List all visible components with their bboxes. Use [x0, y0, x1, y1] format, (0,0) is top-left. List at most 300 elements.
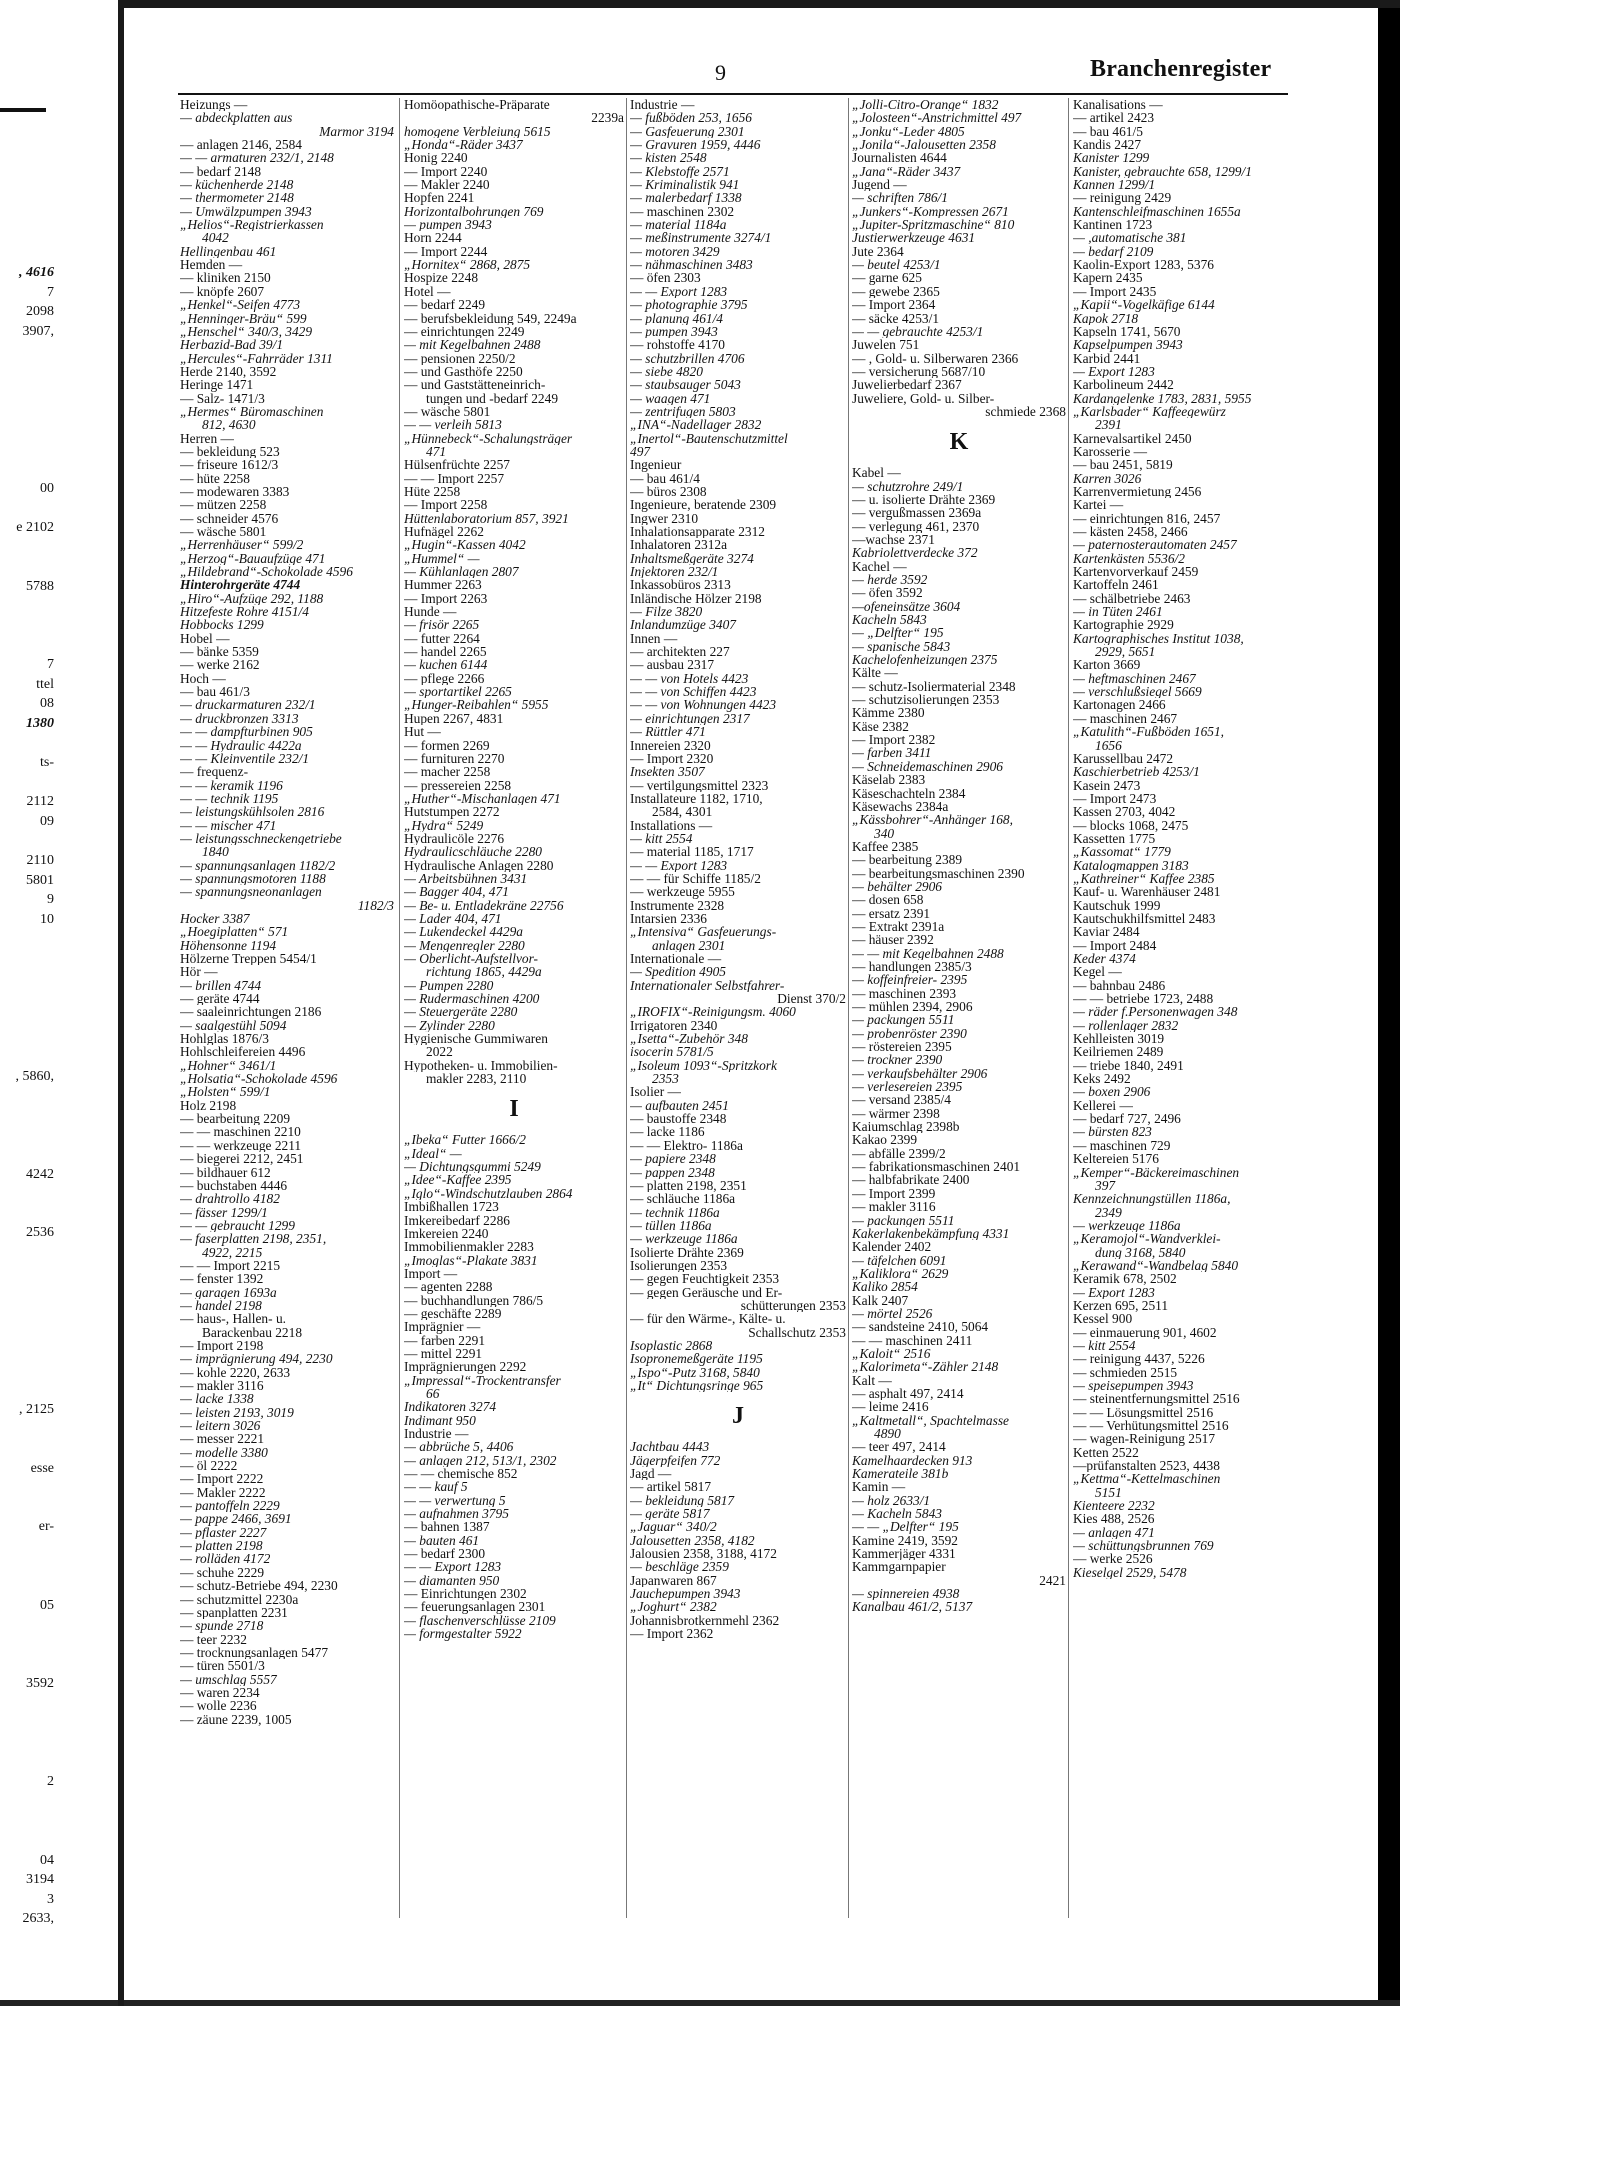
index-entry: — schuhe 2229: [180, 1565, 265, 1580]
index-entry: — hüte 2258: [180, 471, 250, 485]
index-entry: „Henninger-Bräu“ 599: [180, 311, 307, 325]
index-entry: — einrichtungen 2249: [404, 324, 525, 339]
index-entry: — farben 2291: [404, 1333, 486, 1347]
index-entry: — staubsauger 5043: [630, 378, 741, 392]
index-entry: Kautschuk 1999: [1073, 898, 1161, 912]
index-entry: Barackenbau 2218: [202, 1325, 303, 1339]
index-entry: — sandsteine 2410, 5064: [852, 1320, 989, 1334]
index-entry: „Henkel“-Seifen 4773: [180, 298, 301, 312]
index-entry: „Huther“-Mischanlagen 471: [404, 791, 561, 806]
index-entry: Installateure 1182, 1710,: [630, 791, 763, 806]
index-entry: isocerin 5781/5: [630, 1045, 714, 1059]
fragment-text: , 4616: [19, 265, 54, 280]
index-entry: — imprägnierung 494, 2230: [180, 1352, 333, 1366]
index-entry: — tüllen 1186a: [630, 1218, 712, 1233]
index-entry: — — werkzeuge 2211: [180, 1138, 302, 1153]
index-entry: — anlagen 212, 513/1, 2302: [404, 1453, 557, 1468]
column-divider: [1068, 98, 1069, 1918]
index-entry: — gegen Feuchtigkeit 2353: [630, 1272, 780, 1286]
fragment-text: 04: [40, 1852, 54, 1868]
index-entry: — Steuergeräte 2280: [404, 1005, 518, 1019]
index-entry: — modelle 3380: [180, 1445, 268, 1460]
index-entry: — büros 2308: [630, 484, 707, 499]
index-entry: — mützen 2258: [180, 498, 267, 512]
index-entry: Karrenvermietung 2456: [1073, 484, 1202, 499]
scan-outer-right: [1400, 0, 1600, 2177]
index-entry: — kitt 2554: [630, 831, 693, 846]
index-entry: 812, 4630: [202, 418, 256, 432]
index-entry: — geschäfte 2289: [404, 1306, 502, 1321]
index-entry: — maschinen 2467: [1073, 711, 1178, 726]
index-entry: — kliniken 2150: [180, 271, 271, 285]
index-entry: 2239a: [591, 111, 624, 125]
index-entry: „Isoleum 1093“-Spritzkork: [630, 1058, 777, 1073]
index-entry: „Kaliklora“ 2629: [852, 1266, 949, 1281]
index-entry: — faserplatten 2198, 2351,: [180, 1232, 327, 1246]
index-entry: Kartenkästen 5536/2: [1073, 551, 1185, 566]
index-entry: — öl 2222: [180, 1459, 238, 1473]
index-entry: — Pumpen 2280: [404, 978, 494, 993]
index-entry: — bearbeitung 2209: [180, 1112, 291, 1126]
index-entry: „Hünnebeck“-Schalungsträger: [404, 431, 573, 445]
index-entry: — spannungsneonanlagen: [180, 885, 322, 899]
index-entry: „Iglo“-Windschutzlauben 2864: [404, 1186, 573, 1201]
index-entry: — technik 1186a: [630, 1205, 720, 1219]
index-entry: Innen —: [630, 631, 678, 646]
index-entry: Industrie —: [404, 1427, 469, 1441]
index-entry: — Import 2473: [1073, 791, 1157, 806]
index-entry: — meßinstrumente 3274/1: [630, 231, 772, 245]
index-entry: makler 2283, 2110: [426, 1072, 527, 1086]
index-entry: Hohlglas 1876/3: [180, 1032, 269, 1046]
index-entry: — Makler 2222: [180, 1485, 266, 1500]
scan-border-bottom-shadow: [0, 2000, 1400, 2006]
index-entry: Hut —: [404, 725, 441, 739]
index-entry: — — Import 2215: [180, 1258, 281, 1273]
index-entry: — makler 3116: [180, 1379, 264, 1393]
index-entry: 2022: [426, 1045, 453, 1059]
index-entry: — fabrikationsmaschinen 2401: [852, 1160, 1021, 1174]
index-entry: — — von Schiffen 4423: [630, 685, 757, 699]
index-entry: — röstereien 2395: [852, 1040, 952, 1054]
index-entry: Karren 3026: [1073, 471, 1142, 485]
index-entry: — wärmer 2398: [852, 1106, 940, 1121]
index-entry: —wachse 2371: [852, 532, 935, 547]
index-entry: 5151: [1095, 1485, 1122, 1500]
index-entry: — teer 497, 2414: [852, 1440, 946, 1454]
index-entry: — — Export 1283: [404, 1560, 502, 1574]
index-entry: Hobel —: [180, 631, 230, 646]
index-entry: — fenster 1392: [180, 1272, 264, 1286]
index-entry: Jagd —: [630, 1467, 672, 1481]
index-entry: Hör —: [180, 965, 218, 979]
index-entry: — häuser 2392: [852, 933, 934, 947]
fragment-text: 7: [47, 657, 54, 672]
index-entry: — schutz-Betriebe 494, 2230: [180, 1579, 338, 1593]
left-page-rule: [0, 108, 46, 112]
index-entry: — aufnahmen 3795: [404, 1507, 509, 1521]
index-entry: — lacke 1338: [180, 1392, 254, 1406]
index-entry: — Import 2484: [1073, 938, 1157, 952]
fragment-text: 7: [47, 284, 54, 300]
index-entry: — verschlußsiegel 5669: [1073, 685, 1202, 699]
index-entry: „Hugin“-Kassen 4042: [404, 538, 526, 552]
index-entry: — bau 461/5: [1073, 124, 1143, 139]
index-entry: — bauten 461: [404, 1533, 480, 1548]
index-column-3: [630, 98, 846, 1918]
index-entry: Karton 3669: [1073, 658, 1141, 672]
index-entry: — Umwälzpumpen 3943: [180, 204, 312, 219]
index-entry: — vertilgungsmittel 2323: [630, 778, 769, 792]
index-entry: Kannen 1299/1: [1073, 178, 1156, 192]
fragment-text: , 2125: [19, 1401, 54, 1417]
index-entry: — — maschinen 2210: [180, 1125, 301, 1139]
index-entry: Indimant 950: [404, 1413, 476, 1427]
index-entry: — — Export 1283: [630, 858, 728, 872]
index-entry: „Jonku“-Leder 4805: [852, 124, 965, 139]
index-entry: Hutstumpen 2272: [404, 805, 500, 819]
index-entry: 2929, 5651: [1095, 645, 1156, 659]
index-entry: — heftmaschinen 2467: [1073, 671, 1196, 686]
index-entry: Katalogmappen 3183: [1073, 858, 1189, 872]
index-entry: — Arbeitsbühnen 3431: [404, 871, 528, 886]
index-entry: „Intensiva“ Gasfeuerungs-: [630, 925, 777, 939]
index-entry: Hüttenlaboratorium 857, 3921: [404, 511, 569, 525]
index-entry: Jägerpfeifen 772: [630, 1453, 721, 1468]
index-entry: „Holsten“ 599/1: [180, 1085, 271, 1099]
index-entry: 66: [426, 1386, 440, 1401]
index-entry: Hölzerne Treppen 5454/1: [180, 952, 317, 966]
index-entry: — frequenz-: [180, 765, 249, 779]
index-entry: „Jonila“-Jalousetten 2358: [852, 138, 996, 152]
index-entry: Käsewachs 2384a: [852, 799, 949, 814]
index-entry: — handlungen 2385/3: [852, 959, 972, 974]
fragment-text: 1380: [26, 715, 54, 731]
index-entry: — boxen 2906: [1073, 1085, 1151, 1099]
index-entry: — material 1185, 1717: [630, 845, 754, 859]
index-entry: Kartonagen 2466: [1073, 698, 1166, 712]
index-entry: Immobilienmakler 2283: [404, 1240, 534, 1254]
index-entry: — — verwertung 5: [404, 1493, 506, 1508]
index-column-4: [852, 98, 1066, 1918]
index-entry: — ausbau 2317: [630, 658, 715, 672]
fragment-text: 2112: [26, 794, 54, 810]
index-entry: — maschinen 2393: [852, 986, 957, 1000]
index-entry: — feuerungsanlagen 2301: [404, 1600, 546, 1614]
index-entry: — bau 461/4: [630, 471, 700, 485]
index-entry: Inhalatoren 2312a: [630, 538, 728, 552]
index-entry: „Jaguar“ 340/2: [630, 1520, 717, 1534]
index-entry: — Import 2382: [852, 733, 936, 747]
index-entry: — Import 2222: [180, 1472, 264, 1486]
index-entry: Kieselgel 2529, 5478: [1073, 1565, 1187, 1580]
index-entry: — friseure 1612/3: [180, 458, 279, 472]
index-entry: — und Gasthöfe 2250: [404, 364, 523, 379]
fragment-text: 00: [40, 480, 54, 496]
index-entry: Keks 2492: [1073, 1072, 1131, 1086]
index-entry: — siebe 4820: [630, 364, 703, 379]
index-entry: — pappen 2348: [630, 1165, 715, 1179]
index-entry: Hunde —: [404, 605, 457, 619]
index-entry: — „Delfter“ 195: [852, 626, 944, 640]
index-entry: Import —: [404, 1266, 458, 1281]
index-entry: — kisten 2548: [630, 151, 707, 165]
index-entry: — schutzrohre 249/1: [852, 479, 964, 493]
index-entry: — leitern 3026: [180, 1419, 261, 1433]
index-entry: — Rudermaschinen 4200: [404, 992, 540, 1006]
index-entry: — modewaren 3383: [180, 484, 290, 499]
index-entry: — Gravuren 1959, 4446: [630, 138, 761, 152]
index-entry: — beutel 4253/1: [852, 258, 941, 272]
index-entry: — speisepumpen 3943: [1073, 1379, 1194, 1393]
index-entry: Hospize 2248: [404, 271, 479, 285]
index-entry: Kacheln 5843: [852, 613, 927, 627]
index-entry: — schneider 4576: [180, 511, 279, 525]
index-entry: Jugend —: [852, 178, 907, 192]
index-entry: Kennzeichnungstüllen 1186a,: [1073, 1192, 1231, 1206]
index-entry: — öfen 3592: [852, 586, 923, 600]
index-entry: Kaiumschlag 2398b: [852, 1120, 960, 1134]
index-entry: — pressereien 2258: [404, 778, 512, 792]
index-entry: — paternosterautomaten 2457: [1073, 538, 1237, 552]
index-entry: — mittel 2291: [404, 1346, 483, 1361]
index-entry: Installations —: [630, 818, 713, 832]
index-entry: Journalisten 4644: [852, 151, 947, 165]
index-entry: — schläuche 1186a: [630, 1192, 736, 1206]
index-entry: — geräte 5817: [630, 1507, 710, 1521]
index-entry: — halbfabrikate 2400: [852, 1173, 970, 1187]
index-entry: „It“ Dichtungsringe 965: [630, 1379, 764, 1393]
index-entry: — agenten 2288: [404, 1280, 493, 1294]
index-entry: — — maschinen 2411: [852, 1333, 973, 1347]
index-entry: — werke 2526: [1073, 1552, 1153, 1566]
index-entry: Ingenieur: [630, 458, 682, 472]
index-entry: — bänke 5359: [180, 645, 259, 659]
index-entry: — packungen 5511: [852, 1013, 955, 1027]
index-entry: homogene Verbleiung 5615: [404, 124, 551, 139]
index-entry: Kapseln 1741, 5670: [1073, 324, 1181, 339]
index-entry: — abdeckplatten aus: [180, 111, 293, 125]
index-entry: „Keramojol“-Wandverklei-: [1073, 1232, 1221, 1246]
index-entry: Käselab 2383: [852, 773, 926, 787]
index-entry: Karbid 2441: [1073, 351, 1141, 365]
index-entry: Japanwaren 867: [630, 1573, 717, 1588]
index-entry: — handel 2265: [404, 645, 487, 659]
index-entry: „Katulith“-Fußböden 1651,: [1073, 725, 1225, 739]
index-entry: Hinterohrgeräte 4744: [180, 578, 301, 592]
index-entry: „Hildebrand“-Schokolade 4596: [180, 565, 353, 579]
index-entry: Kalt —: [852, 1373, 892, 1387]
index-entry: Injektoren 232/1: [630, 565, 719, 579]
index-entry: Jute 2364: [852, 244, 904, 259]
index-entry: — räder f.Personenwagen 348: [1073, 1005, 1238, 1019]
index-entry: — asphalt 497, 2414: [852, 1386, 964, 1401]
index-entry: — wolle 2236: [180, 1699, 257, 1713]
index-entry: Isoplastic 2868: [630, 1338, 713, 1353]
index-entry: 1840: [202, 845, 229, 859]
index-entry: „Isetta“-Zubehör 348: [630, 1032, 748, 1046]
index-entry: — spanplatten 2231: [180, 1605, 288, 1620]
index-entry: dung 3168, 5840: [1095, 1245, 1186, 1259]
index-entry: Hydraulische Anlagen 2280: [404, 858, 554, 872]
index-entry: Inhaltsmeßgeräte 3274: [630, 551, 754, 566]
index-entry: 471: [426, 444, 447, 459]
index-entry: Kakerlakenbekämpfung 4331: [852, 1226, 1010, 1241]
index-entry: Kachelofenheizungen 2375: [852, 653, 998, 667]
index-entry: — — von Wohnungen 4423: [630, 698, 777, 712]
index-entry: Inländische Hölzer 2198: [630, 591, 762, 606]
index-entry: „Ibeka“ Futter 1666/2: [404, 1133, 526, 1147]
index-entry: Karbolineum 2442: [1073, 378, 1174, 392]
index-entry: — spanische 5843: [852, 639, 951, 654]
index-entry: 4890: [874, 1427, 901, 1441]
fragment-text: 5801: [26, 872, 54, 888]
index-entry: „Karlsbader“ Kaffeegewürz: [1073, 404, 1226, 419]
index-entry: — bürsten 823: [1073, 1125, 1152, 1139]
index-entry: Kegel —: [1073, 965, 1122, 979]
index-entry: Hypotheken- u. Immobilien-: [404, 1058, 558, 1073]
index-entry: Hüte 2258: [404, 484, 461, 499]
index-entry: — versicherung 5687/10: [852, 364, 986, 379]
index-entry: Insekten 3507: [630, 765, 705, 779]
index-entry: Kaschierbetrieb 4253/1: [1073, 765, 1200, 779]
index-entry: Isolierte Drähte 2369: [630, 1245, 744, 1259]
index-entry: — Einrichtungen 2302: [404, 1587, 527, 1601]
index-entry: — bedarf 2300: [404, 1547, 486, 1561]
index-entry: — ersatz 2391: [852, 906, 931, 920]
index-entry: „Kerawand“-Wandbelag 5840: [1073, 1258, 1239, 1273]
index-entry: — trocknungsanlagen 5477: [180, 1645, 329, 1660]
index-entry: „Jupiter-Spritzmaschine“ 810: [852, 218, 1015, 232]
index-entry: 2584, 4301: [652, 805, 713, 819]
index-entry: 2353: [652, 1072, 679, 1086]
fragment-text: 3: [47, 1891, 54, 1907]
index-entry: Ingwer 2310: [630, 511, 699, 525]
index-entry: — berufsbekleidung 549, 2249a: [404, 311, 577, 325]
index-entry: Höhensonne 1194: [180, 938, 277, 952]
index-entry: Internationaler Selbstfahrer-: [630, 978, 785, 993]
index-entry: — maschinen 729: [1073, 1138, 1171, 1153]
index-entry: Jalousien 2358, 3188, 4172: [630, 1547, 777, 1561]
index-entry: — probenröster 2390: [852, 1026, 967, 1041]
index-entry: Hummer 2263: [404, 578, 482, 592]
index-entry: — dosen 658: [852, 893, 924, 907]
index-entry: — täfelchen 6091: [852, 1253, 947, 1267]
index-entry: „Jana“-Räder 3437: [852, 164, 961, 179]
index-entry: „IROFIX“-Reinigungsm. 4060: [630, 1005, 796, 1019]
index-entry: Horizontalbohrungen 769: [404, 204, 544, 219]
index-entry: Hemden —: [180, 258, 243, 272]
index-entry: Intarsien 2336: [630, 911, 707, 926]
index-entry: — türen 5501/3: [180, 1659, 265, 1673]
index-entry: Instrumente 2328: [630, 898, 725, 912]
index-entry: Kälte —: [852, 666, 898, 680]
index-entry: — fußböden 253, 1656: [630, 111, 752, 125]
index-entry: — — kauf 5: [404, 1480, 468, 1494]
index-entry: Inhalationsapparate 2312: [630, 525, 765, 539]
index-entry: — messer 2221: [180, 1432, 265, 1446]
index-entry: Hupen 2267, 4831: [404, 711, 504, 726]
index-entry: — bedarf 727, 2496: [1073, 1112, 1181, 1126]
index-entry: — schmieden 2515: [1073, 1365, 1178, 1379]
index-entry: — Makler 2240: [404, 178, 490, 192]
index-entry: — garne 625: [852, 271, 922, 285]
index-entry: — versand 2385/4: [852, 1093, 951, 1107]
index-entry: — Import 2435: [1073, 284, 1157, 299]
index-entry: Isopronemeßgeräte 1195: [630, 1352, 763, 1366]
index-entry: — zentrifugen 5803: [630, 404, 736, 419]
index-entry: — Lukendeckel 4429a: [404, 925, 523, 939]
index-entry: Juwelierbedarf 2367: [852, 378, 962, 392]
index-entry: — schälbetriebe 2463: [1073, 591, 1191, 606]
index-entry: — farben 3411: [852, 746, 932, 760]
index-entry: — biegerei 2212, 2451: [180, 1152, 304, 1166]
index-entry: — makler 3116: [852, 1200, 936, 1214]
index-entry: „Kapii“-Vogelkäfige 6144: [1073, 298, 1215, 312]
index-entry: — Oberlicht-Aufstellvor-: [404, 952, 538, 966]
index-entry: Keramik 678, 2502: [1073, 1272, 1177, 1286]
index-column-1: [180, 98, 394, 1918]
index-entry: schmiede 2368: [985, 404, 1066, 419]
index-entry: — mühlen 2394, 2906: [852, 1000, 973, 1014]
index-entry: Karnevalsartikel 2450: [1073, 431, 1192, 445]
index-entry: 1182/3: [357, 898, 394, 912]
index-entry: Heizungs —: [180, 98, 248, 112]
index-entry: — Import 2399: [852, 1186, 936, 1201]
index-entry: — Kacheln 5843: [852, 1507, 943, 1521]
index-entry: Keilriemen 2489: [1073, 1045, 1164, 1059]
index-entry: — pantoffeln 2229: [180, 1499, 280, 1513]
index-entry: 4042: [202, 231, 229, 245]
index-entry: Kartenvorverkauf 2459: [1073, 565, 1199, 579]
index-entry: — pappe 2466, 3691: [180, 1512, 292, 1526]
index-entry: — schutzbrillen 4706: [630, 351, 745, 365]
index-entry: — papiere 2348: [630, 1152, 716, 1166]
index-entry: — bekleidung 523: [180, 444, 280, 459]
index-entry: — bahnbau 2486: [1073, 978, 1166, 993]
index-entry: Kellerei —: [1073, 1098, 1133, 1113]
index-entry: — zäune 2239, 1005: [180, 1712, 292, 1726]
index-entry: „Hoegiplatten“ 571: [180, 925, 289, 939]
index-entry: — Export 1283: [1073, 1285, 1155, 1299]
index-entry: — — dampfturbinen 905: [180, 725, 313, 739]
index-entry: — Salz- 1471/3: [180, 391, 265, 405]
index-entry: Kandis 2427: [1073, 138, 1142, 152]
index-entry: — abfälle 2399/2: [852, 1146, 946, 1161]
index-entry: Hobbocks 1299: [180, 618, 264, 632]
index-entry: Hufnägel 2262: [404, 525, 484, 539]
index-entry: — platten 2198: [180, 1539, 263, 1553]
page-header-title: Branchenregister: [1090, 56, 1272, 82]
index-entry: — drahtrollo 4182: [180, 1192, 280, 1206]
index-entry: — pumpen 3943: [404, 218, 492, 232]
index-entry: — schutzisolierungen 2353: [852, 693, 1000, 707]
scan-border-left-edge: [118, 0, 124, 2006]
index-entry: — — von Hotels 4423: [630, 671, 749, 686]
index-entry: — triebe 1840, 2491: [1073, 1058, 1184, 1073]
index-entry: — — Kleinventile 232/1: [180, 751, 310, 766]
index-entry: „Hornitex“ 2868, 2875: [404, 258, 531, 272]
index-entry: Hitzefeste Rohre 4151/4: [180, 605, 309, 619]
index-column-2: [404, 98, 624, 1918]
index-entry: „Joghurt“ 2382: [630, 1600, 717, 1614]
header-rule: [178, 93, 1288, 95]
column-divider: [626, 98, 627, 1918]
fragment-text: e 2102: [16, 519, 54, 535]
index-entry: — — armaturen 232/1, 2148: [180, 151, 334, 165]
index-entry: — schriften 786/1: [852, 191, 948, 205]
index-entry: — planung 461/4: [630, 311, 723, 325]
